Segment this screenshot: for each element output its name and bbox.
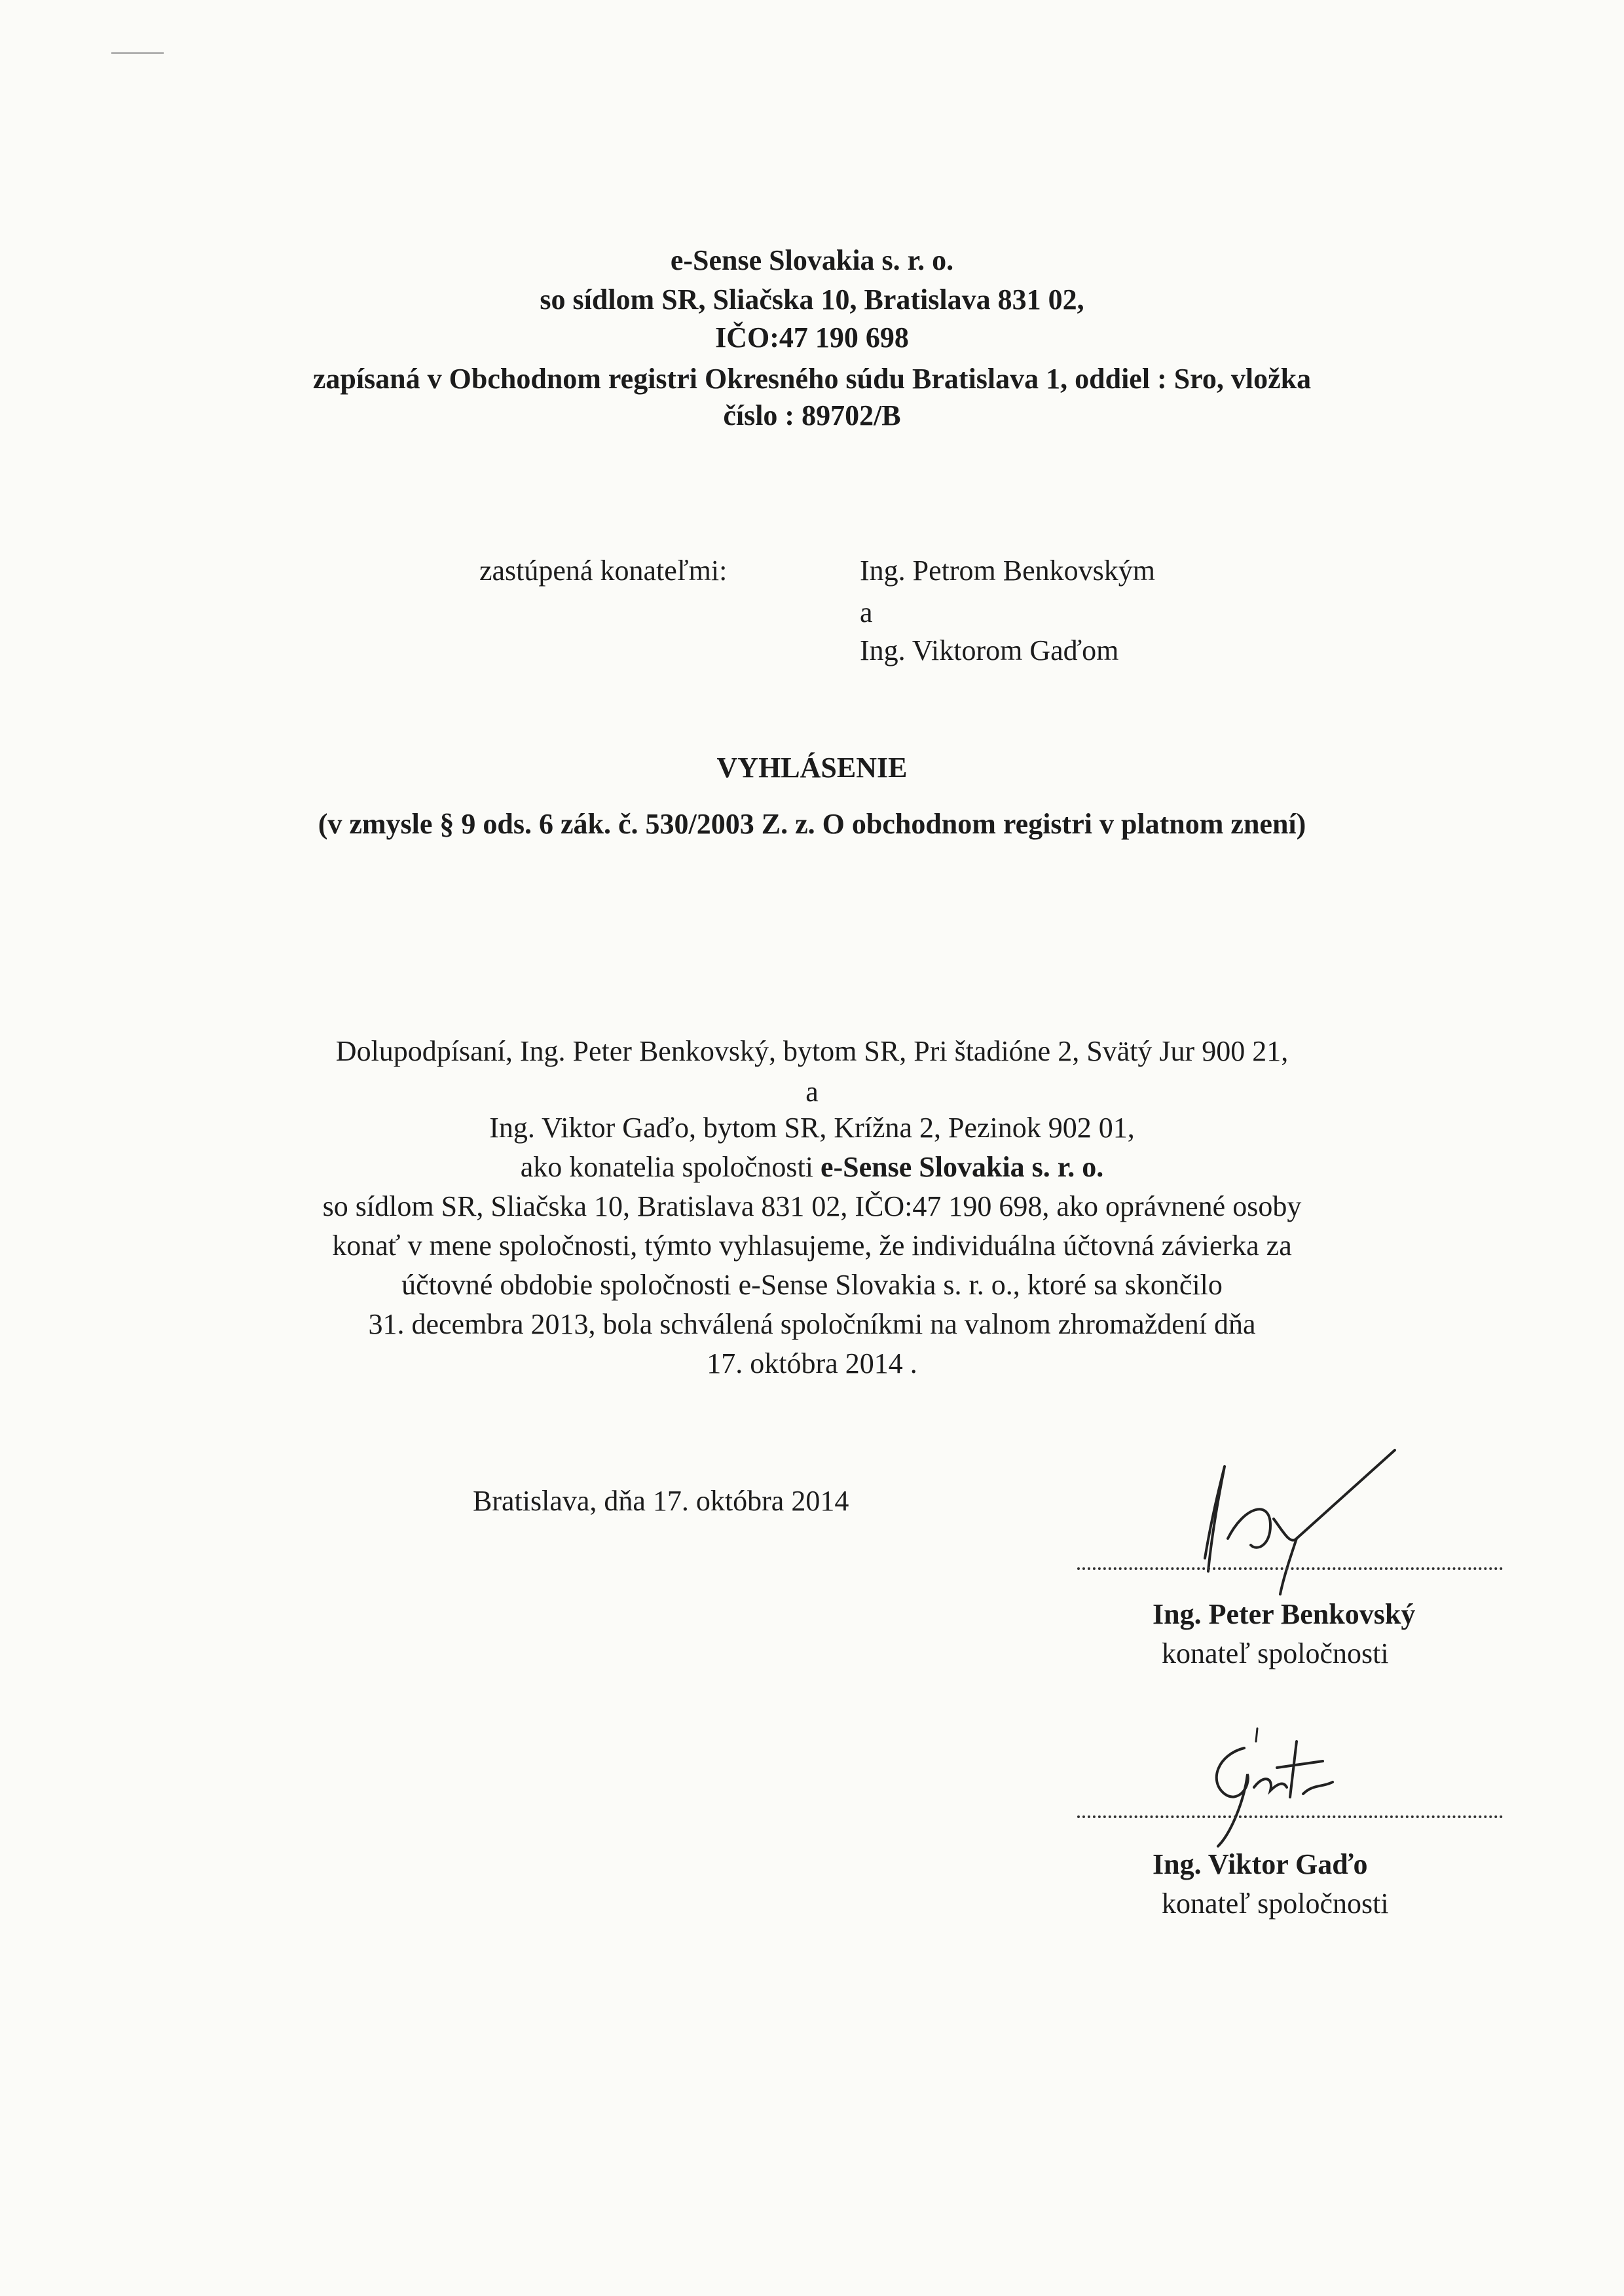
body-line-6: konať v mene spoločnosti, týmto vyhlasujeme, že individuálna účtovná závierka za <box>332 1230 1292 1262</box>
signature-line-1 <box>1077 1567 1503 1570</box>
body-line-1: Dolupodpísaní, Ing. Peter Benkovský, bytom SR, Pri štadióne 2, Svätý Jur 900 21, <box>335 1035 1289 1067</box>
signatory-2-role: konateľ spoločnosti <box>1162 1887 1389 1920</box>
signature-2 <box>1192 1722 1362 1853</box>
body-line-2: a <box>805 1076 819 1108</box>
signatory-1-role: konateľ spoločnosti <box>1162 1637 1389 1669</box>
representative-2: Ing. Viktorom Gaďom <box>860 634 1119 666</box>
declaration-subtitle: (v zmysle § 9 ods. 6 zák. č. 530/2003 Z. z. O obchodnom registri v platnom znení) <box>318 808 1306 840</box>
body-line-5: so sídlom SR, Sliačska 10, Bratislava 831 02, IČO:47 190 698, ako oprávnené osoby <box>322 1190 1302 1222</box>
body-line-4-prefix: ako konatelia spoločnosti <box>520 1151 821 1183</box>
place-date: Bratislava, dňa 17. októbra 2014 <box>473 1485 849 1517</box>
body-line-7: účtovné obdobie spoločnosti e-Sense Slovakia s. r. o., ktoré sa skončilo <box>401 1269 1223 1301</box>
signature-1 <box>1192 1440 1401 1597</box>
register-info: zapísaná v Obchodnom registri Okresného súdu Bratislava 1, oddiel : Sro, vložka <box>312 363 1312 395</box>
company-ico: IČO:47 190 698 <box>715 321 909 354</box>
body-line-4-company: e-Sense Slovakia s. r. o. <box>820 1151 1104 1183</box>
register-number: číslo : 89702/B <box>723 399 901 431</box>
representation-conjunction: a <box>860 596 873 629</box>
company-address: so sídlom SR, Sliačska 10, Bratislava 831 02, <box>540 283 1084 316</box>
signatory-1-name: Ing. Peter Benkovský <box>1153 1598 1416 1630</box>
body-line-3: Ing. Viktor Gaďo, bytom SR, Krížna 2, Pezinok 902 01, <box>489 1112 1135 1144</box>
signature-line-2 <box>1077 1815 1503 1818</box>
representative-1: Ing. Petrom Benkovským <box>860 555 1155 587</box>
representation-label: zastúpená konateľmi: <box>479 555 728 587</box>
company-name: e-Sense Slovakia s. r. o. <box>670 244 954 276</box>
body-line-4 <box>0 1150 1624 1184</box>
body-line-8: 31. decembra 2013, bola schválená spoločníkmi na valnom zhromaždení dňa <box>368 1308 1256 1340</box>
body-line-9: 17. októbra 2014 . <box>707 1347 917 1379</box>
declaration-title: VYHLÁSENIE <box>716 752 908 784</box>
scan-mark <box>111 52 164 54</box>
signatory-2-name: Ing. Viktor Gaďo <box>1153 1848 1368 1880</box>
